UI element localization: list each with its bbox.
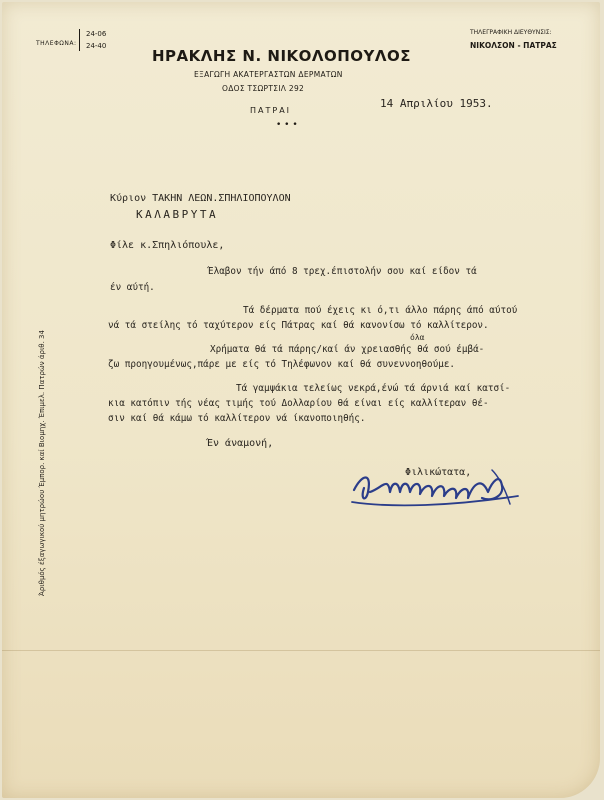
signature	[342, 452, 532, 522]
company-street: ΟΔΟΣ ΤΣΩΡΤΣΙΛ 292	[222, 84, 305, 93]
body-line: Τά γαμψάκια τελείως νεκρά,ένώ τά άρνιά καί κατσί-	[236, 383, 511, 394]
body-line: Χρήματα θά τά πάρης/καί άν χρειασθής θά σού έμβά-	[210, 344, 485, 355]
body-line: Τά δέρματα πού έχεις κι ό,τι άλλο πάρης άπό αύτού	[243, 305, 518, 316]
body-line: κια κατόπιν τής νέας τιμής τού Δολλαρίου θά είναι είς καλλίτεραν θέ-	[108, 398, 489, 409]
body-line: έν αύτή.	[110, 282, 155, 293]
body-line: νά τά στείλης τό ταχύτερον είς Πάτρας καί θά κανονίσω τό καλλίτερον.	[108, 320, 489, 331]
body-line: Έλαβον τήν άπό 8 τρεχ.έπιστολήν σου καί είδον τά	[208, 266, 477, 277]
paper-fold-line	[2, 650, 600, 651]
waiting-line: Έν άναμονή,	[207, 438, 274, 449]
body-line: ζω προηγουμένως,πάρε με είς τό Τηλέφωνον καί θά συνεννοηθούμε.	[108, 359, 456, 370]
margin-registration-note: Άριθμός έξαγωγικού μητρώου Έμπορ. καί Βιομηχ. Έπιμελ. Πατρών άριθ. 34	[38, 330, 46, 596]
body-insert: όλα	[410, 333, 425, 342]
body-line: σιν καί θά κάμω τό καλλίτερον νά ίκανοποιηθής.	[108, 413, 366, 424]
phone-number-1: 24-06	[86, 30, 107, 38]
company-name: ΗΡΑΚΛΗΣ Ν. ΝΙΚΟΛΟΠΟΥΛΟΣ	[152, 47, 412, 65]
recipient-town: ΚΑΛΑΒΡΥΤΑ	[136, 208, 219, 221]
company-city: ΠΑΤΡΑΙ	[250, 106, 292, 115]
telegraph-address: ΝΙΚΟΛΣΟΝ - ΠΑΤΡΑΣ	[470, 41, 557, 50]
letter-date: 14 Απριλίου 1953.	[380, 97, 493, 110]
company-business: ΕΞΑΓΩΓΗ ΑΚΑΤΕΡΓΑΣΤΩΝ ΔΕΡΜΑΤΩΝ	[194, 70, 343, 79]
salutation: Φίλε κ.Σπηλιόπουλε,	[110, 240, 225, 251]
recipient: Κύριον ΤΑΚΗΝ ΛΕΩΝ.ΣΠΗΛΙΟΠΟΥΛΟΝ	[110, 193, 291, 204]
phone-brace	[79, 29, 83, 51]
telegraph-label: ΤΗΛΕΓΡΑΦΙΚΗ ΔΙΕΥΘΥΝΣΙΣ:	[470, 29, 552, 36]
city-ornament: • • •	[276, 120, 298, 130]
phone-number-2: 24-40	[86, 42, 107, 50]
closing: Φιλικώτατα,	[405, 467, 472, 478]
phone-label: ΤΗΛΕΦΩΝΑ:	[36, 40, 77, 47]
